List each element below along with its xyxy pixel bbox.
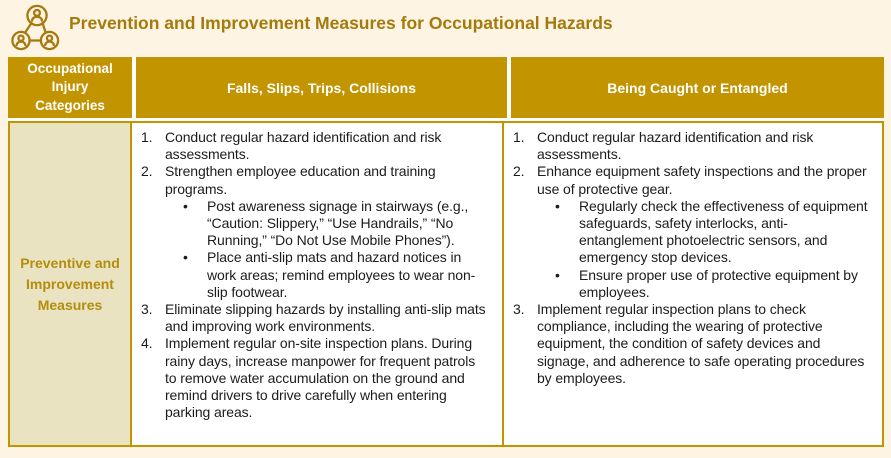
people-network-icon bbox=[11, 4, 61, 52]
measure-item bbox=[141, 163, 489, 197]
measure-text: Implement regular inspection plans to check compliance, including the wearing of protective equipment, the condition of safety devices and signage, and adherence to safe operating procedures by employees. bbox=[537, 301, 865, 386]
measure-text: Place anti-slip mats and hazard notices in work areas; remind employees to wear non-slip footwear. bbox=[207, 249, 476, 300]
list-marker: • bbox=[555, 197, 560, 214]
measure-text: Conduct regular hazard identification and risk assessments. bbox=[537, 129, 814, 163]
measure-item bbox=[141, 335, 489, 421]
measure-item bbox=[183, 198, 489, 250]
header-cell-falls: Falls, Slips, Trips, Collisions bbox=[136, 57, 507, 118]
measure-text: Implement regular on-site inspection plans. During rainy days, increase manpower for frequent patrols to remove water accumulation on the ground and remind drivers to drive carefully when entering parking areas. bbox=[165, 335, 476, 421]
page-title: Prevention and Improvement Measures for Occupational Hazards bbox=[69, 13, 613, 33]
measure-text: Regularly check the effectiveness of equipment safeguards, safety interlocks, anti-entanglement photoelectric sensors, and emergency stop devices. bbox=[579, 197, 868, 266]
caught-measures-cell bbox=[504, 123, 882, 445]
list-marker: 2. bbox=[513, 163, 525, 180]
measure-item bbox=[513, 129, 869, 163]
header-cell-caught: Being Caught or Entangled bbox=[511, 57, 884, 118]
measure-item bbox=[555, 198, 869, 267]
measure-item bbox=[141, 129, 489, 163]
header-cell-categories: Occupational Injury Categories bbox=[8, 57, 132, 118]
list-marker: 2. bbox=[141, 163, 153, 180]
table-header-row bbox=[8, 57, 884, 118]
measure-item bbox=[141, 301, 489, 335]
measure-item bbox=[183, 249, 489, 301]
hazards-table bbox=[8, 57, 884, 447]
measure-text: Strengthen employee education and training programs. bbox=[165, 163, 436, 197]
measure-item bbox=[555, 267, 869, 301]
list-marker: 1. bbox=[513, 129, 525, 145]
list-marker: • bbox=[183, 249, 188, 266]
table-body-row bbox=[8, 121, 884, 447]
row-label-cell: Preventive and Improvement Measures bbox=[10, 123, 132, 445]
measure-text: Enhance equipment safety inspections and the proper use of protective gear. bbox=[537, 163, 867, 197]
list-marker: • bbox=[183, 197, 188, 214]
list-marker: 3. bbox=[513, 301, 525, 318]
list-marker: 3. bbox=[141, 301, 153, 318]
falls-measures-cell bbox=[132, 123, 504, 445]
measure-item bbox=[513, 163, 869, 197]
measure-text: Conduct regular hazard identification and risk assessments. bbox=[165, 129, 442, 163]
measure-text: Eliminate slipping hazards by installing anti-slip mats and improving work environments. bbox=[165, 301, 486, 335]
list-marker: 4. bbox=[141, 335, 153, 352]
list-marker: • bbox=[555, 266, 560, 283]
list-marker: 1. bbox=[141, 129, 153, 145]
measure-item bbox=[513, 301, 869, 387]
measure-text: Ensure proper use of protective equipment by employees. bbox=[579, 266, 858, 300]
measure-text: Post awareness signage in stairways (e.g., “Caution: Slippery,” “Use Handrails,” “No Running,” “Do Not Use Mobile Phones”). bbox=[207, 197, 469, 249]
